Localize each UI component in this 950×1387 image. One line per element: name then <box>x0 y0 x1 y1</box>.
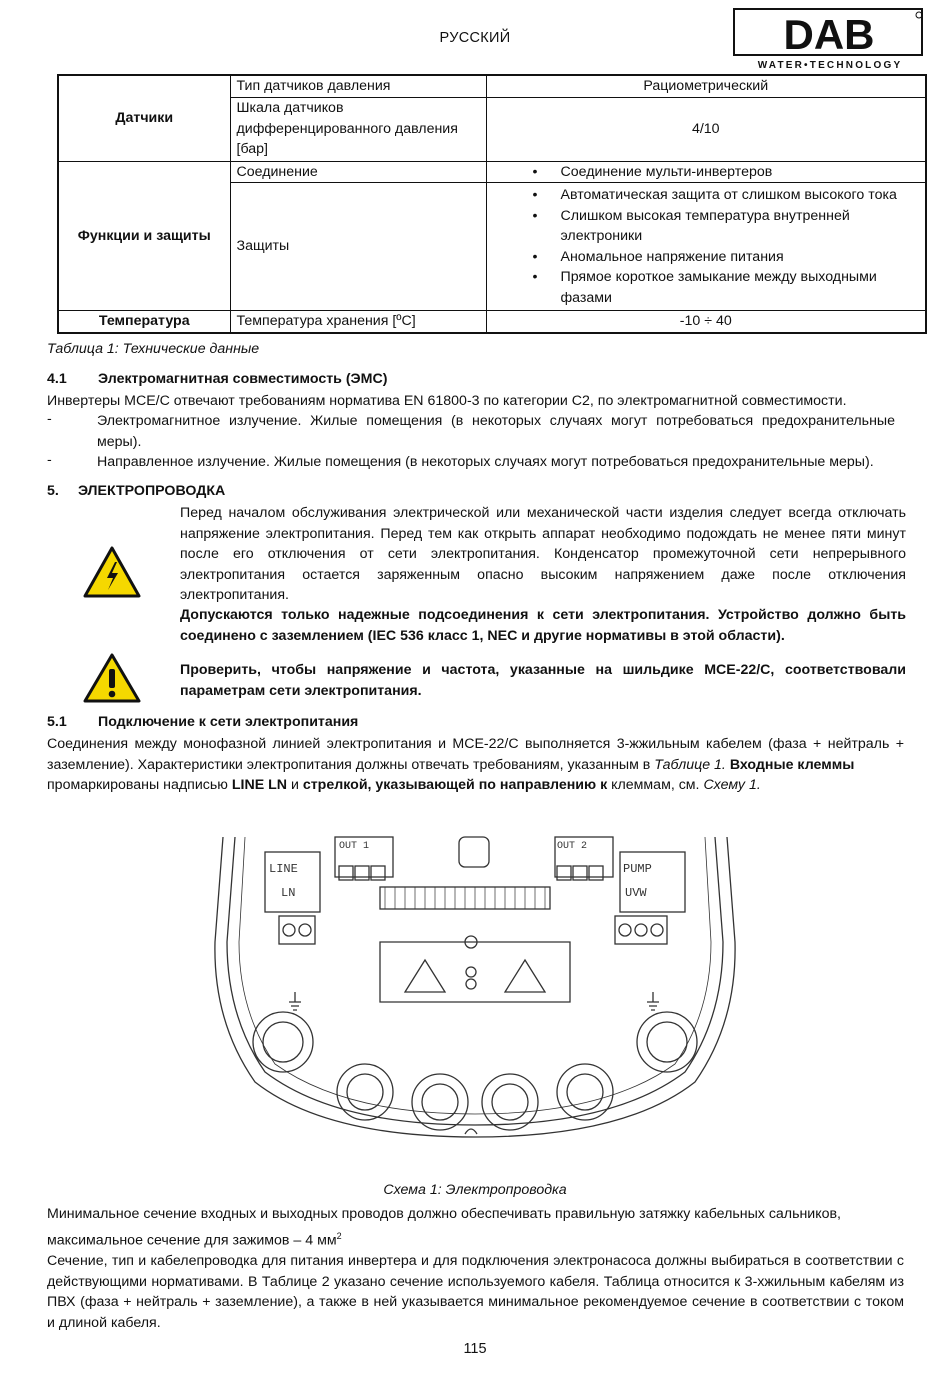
section-title: Электромагнитная совместимость (ЭМС) <box>98 371 388 387</box>
logo-tagline: WATER•TECHNOLOGY <box>757 60 903 70</box>
list-item: • Аномальное напряжение питания <box>561 247 920 268</box>
logo-text: DAB <box>783 11 875 58</box>
section-number: 5.1 <box>47 714 67 730</box>
section-5-heading <box>47 483 225 499</box>
list-item: • Соединение мульти-инвертеров <box>561 162 920 183</box>
diagram-label: UVW <box>625 886 647 900</box>
diagram-label: LINE <box>269 862 298 876</box>
diagram-caption: Схема 1: Электропроводка <box>383 1182 567 1198</box>
section-title: ЭЛЕКТРОПРОВОДКА <box>78 483 226 499</box>
section-number: 4.1 <box>47 371 67 387</box>
tech-data-table <box>57 74 927 334</box>
param-cell: Шкала датчиков дифференцированного давления [бар] <box>230 97 486 161</box>
caution-icon <box>82 652 142 704</box>
warning-bold-text: Допускаются только надежные подсоединения к сети электропитания. Устройство должно быть соединено с заземлением (IEC 536 класс 1, NEC и другие нормативы в этой области). <box>180 607 906 644</box>
section-title: Подключение к сети электропитания <box>98 714 359 730</box>
dash-bullet: - <box>47 411 52 427</box>
row-group-label: Датчики <box>58 75 230 161</box>
value-cell <box>486 161 926 183</box>
warning-bold-text: Проверить, чтобы напряжение и частота, указанные на шильдике MCE-22/C, соответствовали параметрам сети электропитания. <box>180 662 906 699</box>
row-group-label: Функции и защиты <box>58 161 230 311</box>
emc-item: Направленное излучение. Жилые помещения (в некоторых случаях могут потребоваться предохранительные меры). <box>97 454 874 470</box>
value-cell: 4/10 <box>486 97 926 161</box>
param-cell: Соединение <box>230 161 486 183</box>
dash-bullet: - <box>47 452 52 468</box>
diagram-label: OUT 2 <box>557 841 588 852</box>
cross-section-paragraph: Минимальное сечение входных и выходных проводов должно обеспечивать правильную затяжку кабельных сальников, максимальное сечение для зажимов – 4 $мм^2$ <box>47 1206 841 1249</box>
param-cell: Температура хранения [ºC] <box>230 311 486 333</box>
value-cell <box>486 183 926 311</box>
section-number: 5. <box>47 483 59 499</box>
row-group-label: Температура <box>58 311 230 333</box>
diagram-label: PUMP <box>623 862 652 876</box>
table-row <box>58 75 926 97</box>
diagram-label: OUT 1 <box>339 841 370 852</box>
list-item: • Прямое короткое замыкание между выходными фазами <box>561 267 920 308</box>
section-4-1-heading <box>47 371 387 387</box>
value-cell: Рациометрический <box>486 75 926 97</box>
warning-text: Перед началом обслуживания электрической или механической части изделия следует всегда отключать напряжение электропитания. Перед тем как открыть аппарат необходимо подождать не менее пяти минут после его отключения от сети электропитания. Конденсатор промежуточной сети непрерывного электропитания остается заряженным опасно высоким напряжением даже после отключения электропитания. <box>180 505 906 603</box>
section-5-1-heading <box>47 714 358 730</box>
list-item: • Слишком высокая температура внутренней электроники <box>561 206 920 247</box>
table-row <box>58 311 926 333</box>
diagram-label: LN <box>281 886 296 900</box>
page-number: 115 <box>463 1341 487 1357</box>
connection-paragraph: Соединения между монофазной линией электропитания и MCE-22/C выполняется 3-жжильным кабелем (фаза + нейтраль + заземление). Характеристики электропитания должны отвечать требованиям, указанным в Таблице 1. Входные клеммы промаркированы надписью LINE LN и стрелкой, указывающей по направлению к клеммам, см. Схему 1. <box>47 736 904 793</box>
cable-paragraph: Сечение, тип и кабелепроводка для питания инвертера и для подключения электронасоса должны выбираться в соответствии с действующими нормативами. В Таблице 2 указано сечение используемого кабеля. Таблица относится к 3-хжильным кабелям из ПВХ (фаза + нейтраль + заземление), а также в ней указывается минимальное рекомендуемое сечение в соответствии с током и длиной кабеля. <box>47 1253 904 1331</box>
emc-intro: Инвертеры MCE/C отвечают требованиям норматива EN 61800-3 по категории C2, по электромагнитной совместимости. <box>47 393 847 409</box>
value-cell: -10 ÷ 40 <box>486 311 926 333</box>
list-item: • Автоматическая защита от слишком высокого тока <box>561 185 920 206</box>
table-caption: Таблица 1: Технические данные <box>47 341 260 357</box>
emc-item: Электромагнитное излучение. Жилые помещения (в некоторых случаях могут потребоваться предохранительные меры). <box>97 413 895 450</box>
electric-hazard-icon <box>82 545 142 599</box>
wiring-diagram <box>205 832 745 1157</box>
dab-logo <box>733 8 927 70</box>
param-cell: Тип датчиков давления <box>230 75 486 97</box>
param-cell: Защиты <box>230 183 486 311</box>
table-row <box>58 161 926 183</box>
page-language: РУССКИЙ <box>439 30 511 46</box>
